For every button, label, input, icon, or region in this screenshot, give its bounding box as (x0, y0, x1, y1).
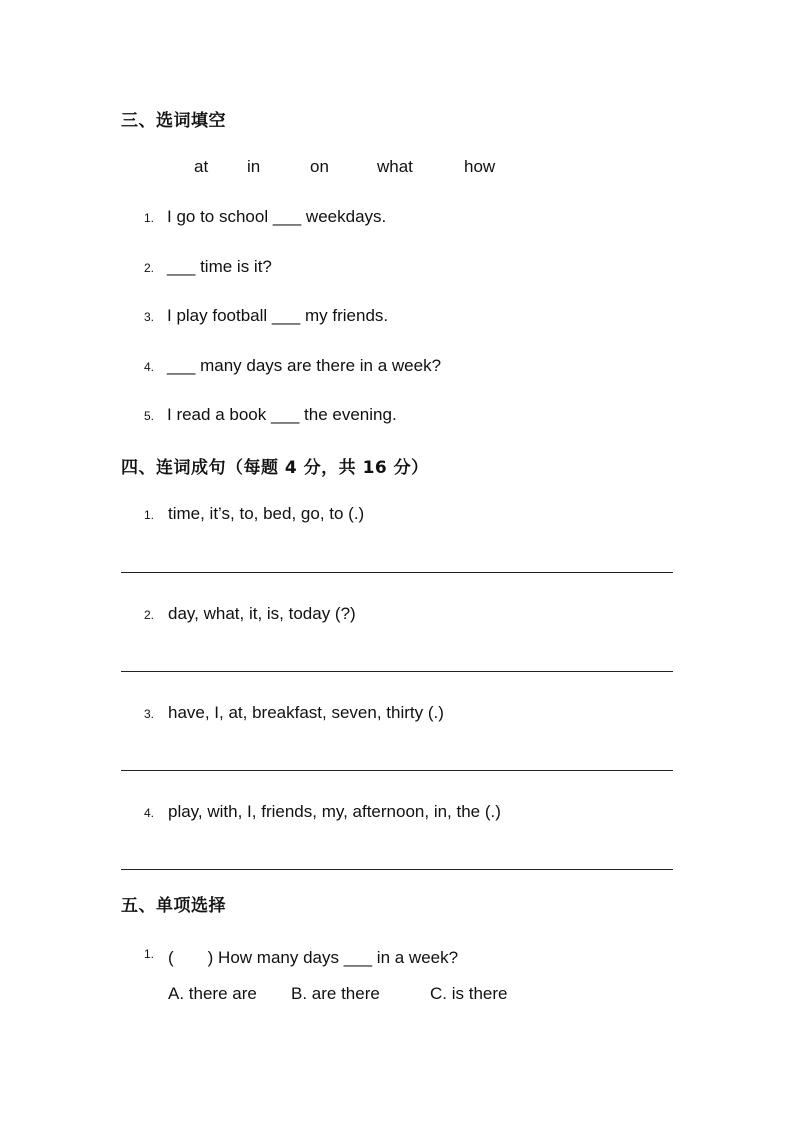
option-b[interactable]: B. are there (291, 984, 380, 1003)
question-text: time, it’s, to, bed, go, to (.) (168, 504, 365, 523)
question-text: ( ) How many days ___ in a week? (168, 948, 459, 967)
question-number: 1. (144, 508, 155, 522)
question-number: 5. (144, 409, 155, 423)
question-text: I play football ___ my friends. (167, 306, 389, 325)
question-number: 1. (144, 211, 155, 225)
answer-line[interactable] (121, 572, 673, 573)
question-number: 4. (144, 806, 155, 820)
question-text: ___ many days are there in a week? (167, 356, 442, 375)
word-bank-item: in (247, 157, 261, 176)
question-number: 3. (144, 707, 155, 721)
answer-line[interactable] (121, 770, 673, 771)
section-3-heading: 三、选词填空 (121, 111, 226, 131)
answer-line[interactable] (121, 869, 673, 870)
word-bank-item: what (377, 157, 413, 176)
word-bank-item: how (464, 157, 496, 176)
option-a[interactable]: A. there are (168, 984, 257, 1003)
question-text: I read a book ___ the evening. (167, 405, 397, 424)
question-number: 2. (144, 261, 155, 275)
answer-line[interactable] (121, 671, 673, 672)
option-c[interactable]: C. is there (430, 984, 508, 1003)
question-text: ___ time is it? (167, 257, 272, 276)
section-5-heading: 五、单项选择 (121, 896, 226, 916)
word-bank-item: on (310, 157, 329, 176)
question-text: play, with, I, friends, my, afternoon, in, the (.) (168, 802, 501, 821)
word-bank-item: at (194, 157, 209, 176)
question-text: have, I, at, breakfast, seven, thirty (.) (168, 703, 444, 722)
question-number: 4. (144, 360, 155, 374)
question-text: day, what, it, is, today (?) (168, 604, 356, 623)
question-number: 2. (144, 608, 155, 622)
question-number: 1. (144, 947, 155, 961)
question-text: I go to school ___ weekdays. (167, 207, 387, 226)
question-number: 3. (144, 310, 155, 324)
section-4-heading: 四、连词成句（每题 4 分，共 16 分） (121, 458, 429, 478)
